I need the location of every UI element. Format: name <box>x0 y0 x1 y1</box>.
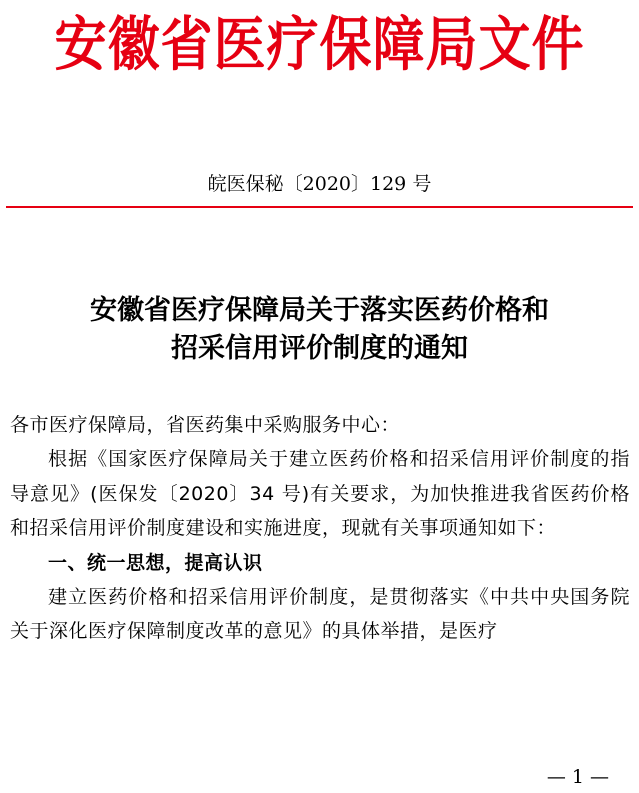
salutation: 各市医疗保障局，省医药集中采购服务中心： <box>10 414 401 436</box>
masthead-title: 安徽省医疗保障局文件 <box>54 10 585 80</box>
paragraph-2: 建立医药价格和招采信用评价制度，是贯彻落实《中共中央国务院关于深化医疗保障制度改革的意见》的具体举措，是医疗 <box>10 586 630 643</box>
section-heading-1: 一、统一思想，提高认识 <box>48 551 263 574</box>
document-body <box>10 408 630 649</box>
page-number: — 1 — <box>546 766 609 788</box>
document-title <box>0 292 639 368</box>
paragraph-1: 根据《国家医疗保障局关于建立医药价格和招采信用评价制度的指导意见》(医保发〔2020〕34 号)有关要求，为加快推进我省医药价格和招采信用评价制度建设和实施进度，现就有关事项通知如下： <box>10 448 630 540</box>
title-line-2: 招采信用评价制度的通知 <box>171 333 468 364</box>
title-line-1: 安徽省医疗保障局关于落实医药价格和 <box>90 295 549 326</box>
red-divider-line <box>6 206 633 208</box>
document-number: 皖医保秘〔2020〕129 号 <box>207 173 432 195</box>
